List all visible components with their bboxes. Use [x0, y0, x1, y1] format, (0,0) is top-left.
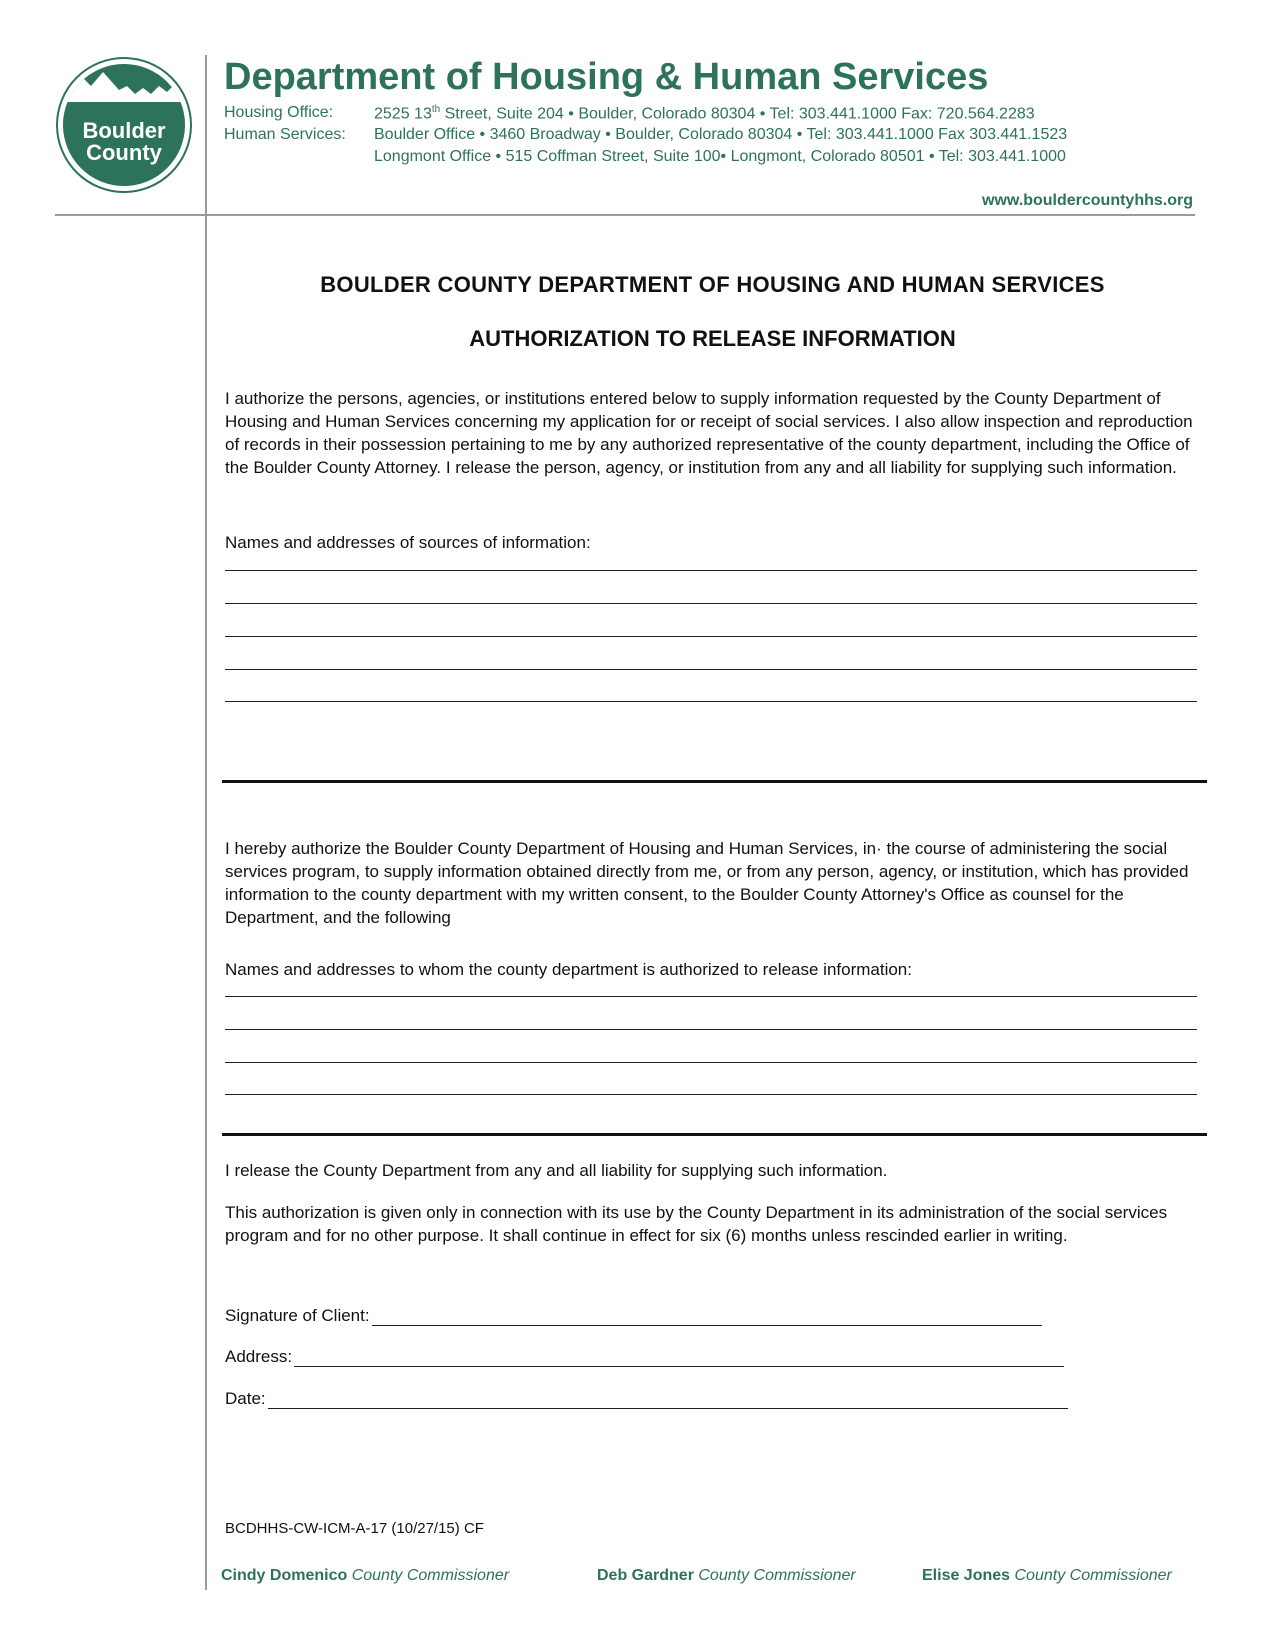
commissioner-title: County Commissioner — [351, 1567, 510, 1584]
longmont-office-address: Longmont Office • 515 Coffman Street, Suite 100• Longmont, Colorado 80501 • Tel: 303.441.1000 — [374, 148, 1066, 165]
commissioner-name: Cindy Domenico — [221, 1567, 348, 1584]
commissioner-title: County Commissioner — [698, 1567, 856, 1584]
sources-input-line-2[interactable] — [225, 603, 1197, 604]
signature-input-line[interactable] — [372, 1309, 1042, 1326]
commissioner-title: County Commissioner — [1014, 1567, 1172, 1584]
commissioner-2 — [597, 1567, 856, 1585]
department-title: Department of Housing & Human Services — [224, 56, 989, 98]
sources-input-line-3[interactable] — [225, 636, 1197, 637]
section-divider — [222, 1133, 1207, 1136]
website-link[interactable]: www.bouldercountyhhs.org — [982, 192, 1193, 209]
date-input-line[interactable] — [268, 1392, 1068, 1409]
commissioner-1 — [221, 1567, 509, 1585]
sources-input-line-1[interactable] — [225, 570, 1197, 571]
recipients-input-line-2[interactable] — [225, 1029, 1197, 1030]
commissioner-name: Deb Gardner — [597, 1567, 694, 1584]
date-label: Date: — [225, 1389, 266, 1408]
human-services-label: Human Services: — [224, 126, 346, 143]
address-label: Address: — [225, 1347, 293, 1366]
header-divider — [55, 214, 1195, 216]
date-field[interactable] — [225, 1389, 1068, 1409]
form-code: BCDHHS-CW-ICM-A-17 (10/27/15) CF — [225, 1520, 484, 1537]
address-part: 2525 13 — [374, 105, 432, 123]
form-subheading: AUTHORIZATION TO RELEASE INFORMATION — [469, 326, 956, 351]
recipients-input-line-3[interactable] — [225, 1062, 1197, 1063]
signature-label: Signature of Client: — [225, 1306, 370, 1325]
sources-input-line-4[interactable] — [225, 669, 1197, 670]
address-field[interactable] — [225, 1347, 1064, 1367]
release-authorization-paragraph: I hereby authorize the Boulder County Department of Housing and Human Services, in· the course of administering the social services program, to supply information obtained directly from me, or from any person, agency, or institution, which has provided information to the county department with my written consent, to the Boulder County Attorney's Office as counsel for the Department, and the following — [225, 839, 1189, 927]
sources-input-line-5[interactable] — [225, 701, 1197, 702]
authorization-terms-paragraph: This authorization is given only in connection with its use by the County Department in its administration of the social services program and for no other purpose. It shall continue in effect for six (6) months unless rescinded earlier in writing. — [225, 1203, 1168, 1245]
commissioner-name: Elise Jones — [922, 1567, 1011, 1584]
housing-office-label: Housing Office: — [224, 104, 334, 121]
superscript: th — [431, 104, 441, 115]
recipients-input-line-4[interactable] — [225, 1094, 1197, 1095]
section-divider — [222, 780, 1207, 783]
sources-label: Names and addresses of sources of information: — [225, 533, 591, 552]
form-heading: BOULDER COUNTY DEPARTMENT OF HOUSING AND HUMAN SERVICES — [320, 272, 1105, 297]
recipients-input-line-1[interactable] — [225, 996, 1197, 997]
boulder-office-address: Boulder Office • 3460 Broadway • Boulder, Colorado 80304 • Tel: 303.441.1000 Fax 303.441.1523 — [374, 126, 1068, 143]
boulder-county-logo — [56, 57, 192, 193]
authorization-paragraph: I authorize the persons, agencies, or institutions entered below to supply information requested by the County Department of Housing and Human Services concerning my application for or receipt of social services. I also allow inspection and reproduction of records in their possession pertaining to me by any authorized representative of the county department, including the Office of the Boulder County Attorney. I release the person, agency, or institution from any and all liability for supplying such information. — [225, 389, 1193, 477]
housing-office-address — [374, 104, 1035, 123]
logo-text-county: County — [86, 140, 162, 165]
address-input-line[interactable] — [294, 1350, 1064, 1367]
logo-text-boulder: Boulder — [82, 118, 166, 143]
liability-release-text: I release the County Department from any and all liability for supplying such information. — [225, 1161, 888, 1180]
commissioner-3 — [922, 1567, 1172, 1585]
signature-field[interactable] — [225, 1306, 1042, 1326]
recipients-label: Names and addresses to whom the county department is authorized to release information: — [225, 960, 912, 979]
address-part: Street, Suite 204 • Boulder, Colorado 80304 • Tel: 303.441.1000 Fax: 720.564.2283 — [440, 105, 1035, 123]
